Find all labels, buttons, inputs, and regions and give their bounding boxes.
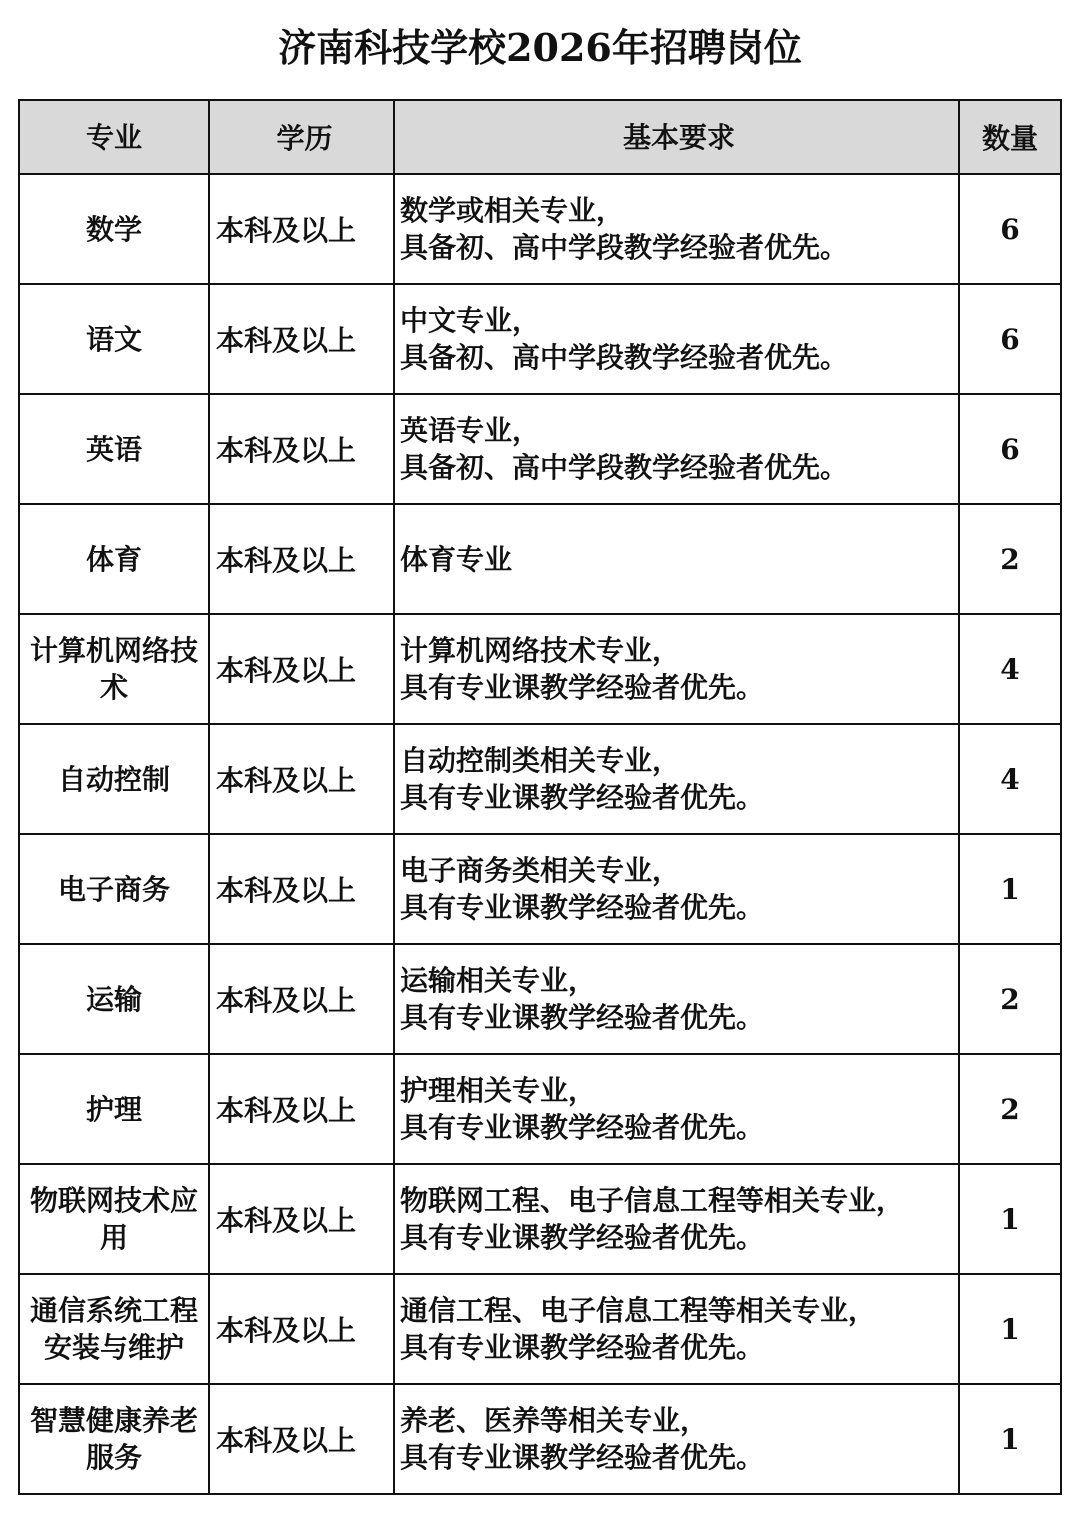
table-row <box>19 834 1061 944</box>
cell-requirements <box>394 394 959 504</box>
table-row <box>19 1384 1061 1494</box>
requirement-line: 具有专业课教学经验者优先。 <box>400 1221 765 1254</box>
cell-count: 6 <box>959 394 1061 504</box>
cell-count: 6 <box>959 174 1061 284</box>
cell-requirements <box>394 724 959 834</box>
cell-count: 6 <box>959 284 1061 394</box>
cell-requirements <box>394 944 959 1054</box>
header-count: 数量 <box>959 100 1061 174</box>
cell-count: 1 <box>959 1384 1061 1494</box>
cell-count: 2 <box>959 1054 1061 1164</box>
cell-count: 1 <box>959 834 1061 944</box>
cell-count: 4 <box>959 724 1061 834</box>
cell-requirements <box>394 504 959 614</box>
cell-education: 本科及以上 <box>209 834 394 944</box>
requirement-line: 具备初、高中学段教学经验者优先。 <box>400 341 849 374</box>
cell-major: 通信系统工程安装与维护 <box>19 1274 209 1384</box>
header-requirements: 基本要求 <box>394 100 959 174</box>
cell-major: 语文 <box>19 284 209 394</box>
cell-education: 本科及以上 <box>209 284 394 394</box>
cell-requirements <box>394 1274 959 1384</box>
header-education: 学历 <box>209 100 394 174</box>
requirement-line: 运输相关专业， <box>400 964 597 997</box>
cell-education: 本科及以上 <box>209 1274 394 1384</box>
table-row <box>19 394 1061 504</box>
requirement-line: 物联网工程、电子信息工程等相关专业， <box>400 1184 905 1217</box>
requirement-line: 护理相关专业， <box>400 1074 597 1107</box>
cell-requirements <box>394 174 959 284</box>
requirement-line: 通信工程、电子信息工程等相关专业， <box>400 1294 877 1327</box>
cell-education: 本科及以上 <box>209 614 394 724</box>
requirement-line: 具有专业课教学经验者优先。 <box>400 1001 765 1034</box>
cell-requirements <box>394 1164 959 1274</box>
cell-requirements <box>394 1384 959 1494</box>
cell-requirements <box>394 1054 959 1164</box>
requirement-line: 自动控制类相关专业， <box>400 744 681 777</box>
cell-count: 1 <box>959 1164 1061 1274</box>
requirement-line: 计算机网络技术专业， <box>400 634 681 667</box>
requirement-line: 具备初、高中学段教学经验者优先。 <box>400 231 849 264</box>
cell-major: 护理 <box>19 1054 209 1164</box>
requirement-line: 数学或相关专业， <box>400 194 625 227</box>
cell-major: 英语 <box>19 394 209 504</box>
cell-education: 本科及以上 <box>209 394 394 504</box>
table-row <box>19 724 1061 834</box>
cell-major: 体育 <box>19 504 209 614</box>
table-row <box>19 504 1061 614</box>
requirement-line: 电子商务类相关专业， <box>400 854 681 887</box>
requirement-line: 具有专业课教学经验者优先。 <box>400 671 765 704</box>
cell-requirements <box>394 284 959 394</box>
cell-major: 电子商务 <box>19 834 209 944</box>
cell-education: 本科及以上 <box>209 1164 394 1274</box>
table-row <box>19 284 1061 394</box>
cell-count: 4 <box>959 614 1061 724</box>
requirement-line: 具有专业课教学经验者优先。 <box>400 891 765 924</box>
table-row <box>19 944 1061 1054</box>
cell-education: 本科及以上 <box>209 174 394 284</box>
table-row <box>19 1054 1061 1164</box>
requirement-line: 具有专业课教学经验者优先。 <box>400 1331 765 1364</box>
table-row <box>19 614 1061 724</box>
cell-education: 本科及以上 <box>209 944 394 1054</box>
table-row <box>19 1164 1061 1274</box>
requirement-line: 中文专业， <box>400 304 541 337</box>
cell-major: 自动控制 <box>19 724 209 834</box>
table-header-row <box>19 100 1061 174</box>
cell-major: 数学 <box>19 174 209 284</box>
cell-requirements <box>394 834 959 944</box>
cell-major: 运输 <box>19 944 209 1054</box>
cell-education: 本科及以上 <box>209 1384 394 1494</box>
cell-major: 智慧健康养老服务 <box>19 1384 209 1494</box>
recruitment-table <box>18 99 1062 1495</box>
requirement-line: 具备初、高中学段教学经验者优先。 <box>400 451 849 484</box>
requirement-line: 具有专业课教学经验者优先。 <box>400 781 765 814</box>
cell-education: 本科及以上 <box>209 504 394 614</box>
cell-count: 1 <box>959 1274 1061 1384</box>
cell-education: 本科及以上 <box>209 724 394 834</box>
cell-count: 2 <box>959 504 1061 614</box>
table-row <box>19 1274 1061 1384</box>
cell-count: 2 <box>959 944 1061 1054</box>
requirement-line: 具有专业课教学经验者优先。 <box>400 1111 765 1144</box>
requirement-line: 英语专业， <box>400 414 541 447</box>
header-major: 专业 <box>19 100 209 174</box>
cell-requirements <box>394 614 959 724</box>
requirement-line: 具有专业课教学经验者优先。 <box>400 1441 765 1474</box>
cell-major: 物联网技术应用 <box>19 1164 209 1274</box>
cell-education: 本科及以上 <box>209 1054 394 1164</box>
page-title: 济南科技学校2026年招聘岗位 <box>278 25 802 70</box>
requirement-line: 养老、医养等相关专业， <box>400 1404 709 1437</box>
table-row <box>19 174 1061 284</box>
cell-major: 计算机网络技术 <box>19 614 209 724</box>
requirement-line: 体育专业 <box>400 542 513 576</box>
